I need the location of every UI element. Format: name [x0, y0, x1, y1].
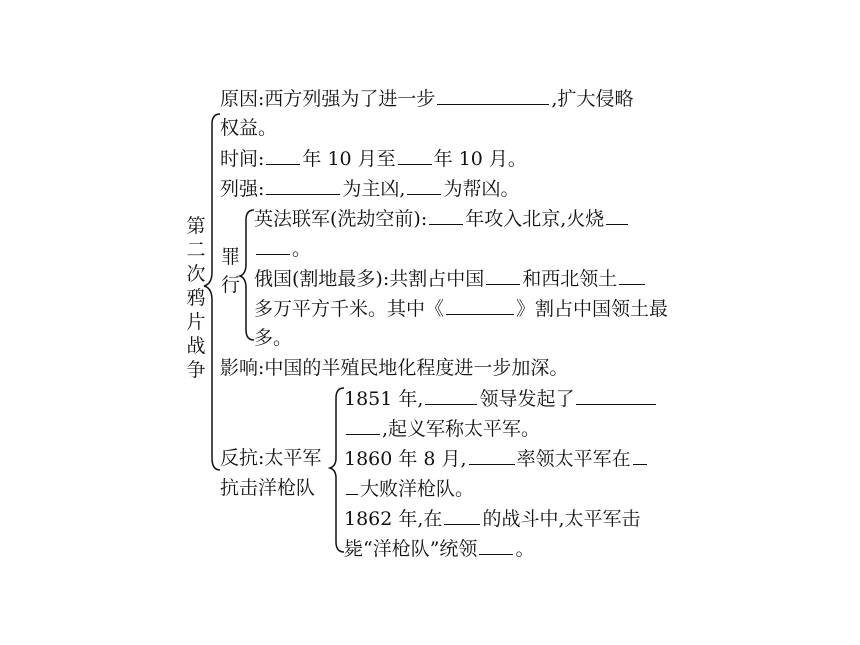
battle-blank[interactable] [444, 506, 480, 525]
event-1860-text: 1860 年 8 月, [344, 448, 467, 470]
russia-line [254, 266, 647, 291]
event-1862-text-3: 毙“洋枪队”统领 [344, 538, 478, 560]
event-1862 [344, 506, 640, 531]
time-text-2: 年 10 月。 [433, 148, 527, 170]
cause-line-2 [220, 116, 277, 140]
main-culprit-blank[interactable] [266, 176, 340, 195]
russia-text-2: 和西北领土 [522, 268, 618, 290]
uprising-blank-2[interactable] [346, 416, 380, 435]
event-1851-text-3: ,起义军称太平军。 [382, 418, 541, 440]
cause-text-2: ,扩大侵略 [551, 88, 634, 110]
resist-label [220, 446, 321, 470]
commander-killed-blank[interactable] [479, 536, 513, 555]
topic-title-char: 争 [186, 359, 206, 381]
resist-label-text: 反抗:太平军 [220, 447, 322, 469]
crimes-label-char: 行 [221, 274, 241, 296]
cause-blank[interactable] [437, 86, 549, 105]
resist-label-text-2: 抗击洋枪队 [220, 477, 316, 499]
event-1862-text: 1862 年,在 [344, 508, 443, 530]
treaty-blank[interactable] [446, 296, 514, 315]
powers-label: 列强: [220, 178, 265, 200]
time-end-blank[interactable] [398, 146, 432, 165]
event-1860-text-2: 率领太平军在 [516, 448, 631, 470]
time-label: 时间: [220, 148, 265, 170]
northeast-blank[interactable] [486, 266, 520, 285]
powers-line [220, 176, 519, 201]
event-1860 [344, 446, 649, 471]
russia-text-5: 多。 [254, 327, 293, 349]
anglo-french-text-3: 。 [292, 238, 312, 260]
topic-title-char: 战 [186, 335, 206, 357]
anglo-french-text-2: 年攻入北京,火烧 [465, 208, 605, 230]
time-text: 年 10 月至 [302, 148, 396, 170]
topic-title-char: 次 [186, 263, 206, 285]
impact-text: 影响:中国的半殖民地化程度进一步加深。 [220, 357, 569, 379]
topic-title-char: 鸦 [186, 287, 206, 309]
time-line [220, 146, 527, 171]
event-1862-text-4: 。 [515, 538, 535, 560]
event-1851-text: 1851 年, [344, 388, 424, 410]
cause-text: 原因:西方列强为了进一步 [220, 88, 436, 110]
impact-line [220, 356, 568, 380]
leader-blank[interactable] [425, 386, 477, 405]
anglo-french-line [254, 206, 630, 231]
event-1862-2 [344, 536, 534, 561]
event-1851-text-2: 领导发起了 [479, 388, 575, 410]
time-start-blank[interactable] [266, 146, 300, 165]
anglo-french-line-2 [254, 236, 311, 261]
event-1851-2 [344, 416, 540, 441]
area-blank[interactable] [619, 266, 645, 285]
accomplice-blank[interactable] [407, 176, 441, 195]
topic-title-char: 片 [186, 311, 206, 333]
crimes-label-char: 罪 [221, 246, 241, 268]
resist-label-2 [220, 476, 315, 500]
resist-brace [330, 388, 344, 552]
russia-text-4: 》割占中国领土最 [516, 298, 669, 320]
russia-text: 俄国(割地最多):共割占中国 [254, 268, 485, 290]
topic-title [184, 214, 208, 382]
uprising-blank-1[interactable] [576, 386, 656, 405]
event-1860-text-3: 大败洋枪队。 [360, 478, 475, 500]
event-1851 [344, 386, 658, 411]
burned-blank-2[interactable] [256, 236, 290, 255]
event-1862-text-2: 的战斗中,太平军击 [482, 508, 641, 530]
place-blank-2[interactable] [346, 476, 358, 495]
topic-title-char: 第 [186, 215, 206, 237]
beijing-year-blank[interactable] [429, 206, 463, 225]
russia-line-2 [254, 296, 668, 321]
anglo-french-text: 英法联军(洗劫空前): [254, 208, 428, 230]
powers-text: 为主凶, [342, 178, 406, 200]
cause-line [220, 86, 633, 111]
topic-title-char: 二 [186, 239, 206, 261]
powers-text-2: 为帮凶。 [443, 178, 520, 200]
russia-text-3: 多万平方千米。其中《 [254, 298, 445, 320]
place-blank-1[interactable] [633, 446, 647, 465]
cause-text-3: 权益。 [220, 117, 278, 139]
burned-blank-1[interactable] [606, 206, 628, 225]
crimes-label [221, 243, 243, 299]
event-1860-2 [344, 476, 474, 501]
commander-blank[interactable] [469, 446, 515, 465]
russia-line-3 [254, 326, 292, 350]
